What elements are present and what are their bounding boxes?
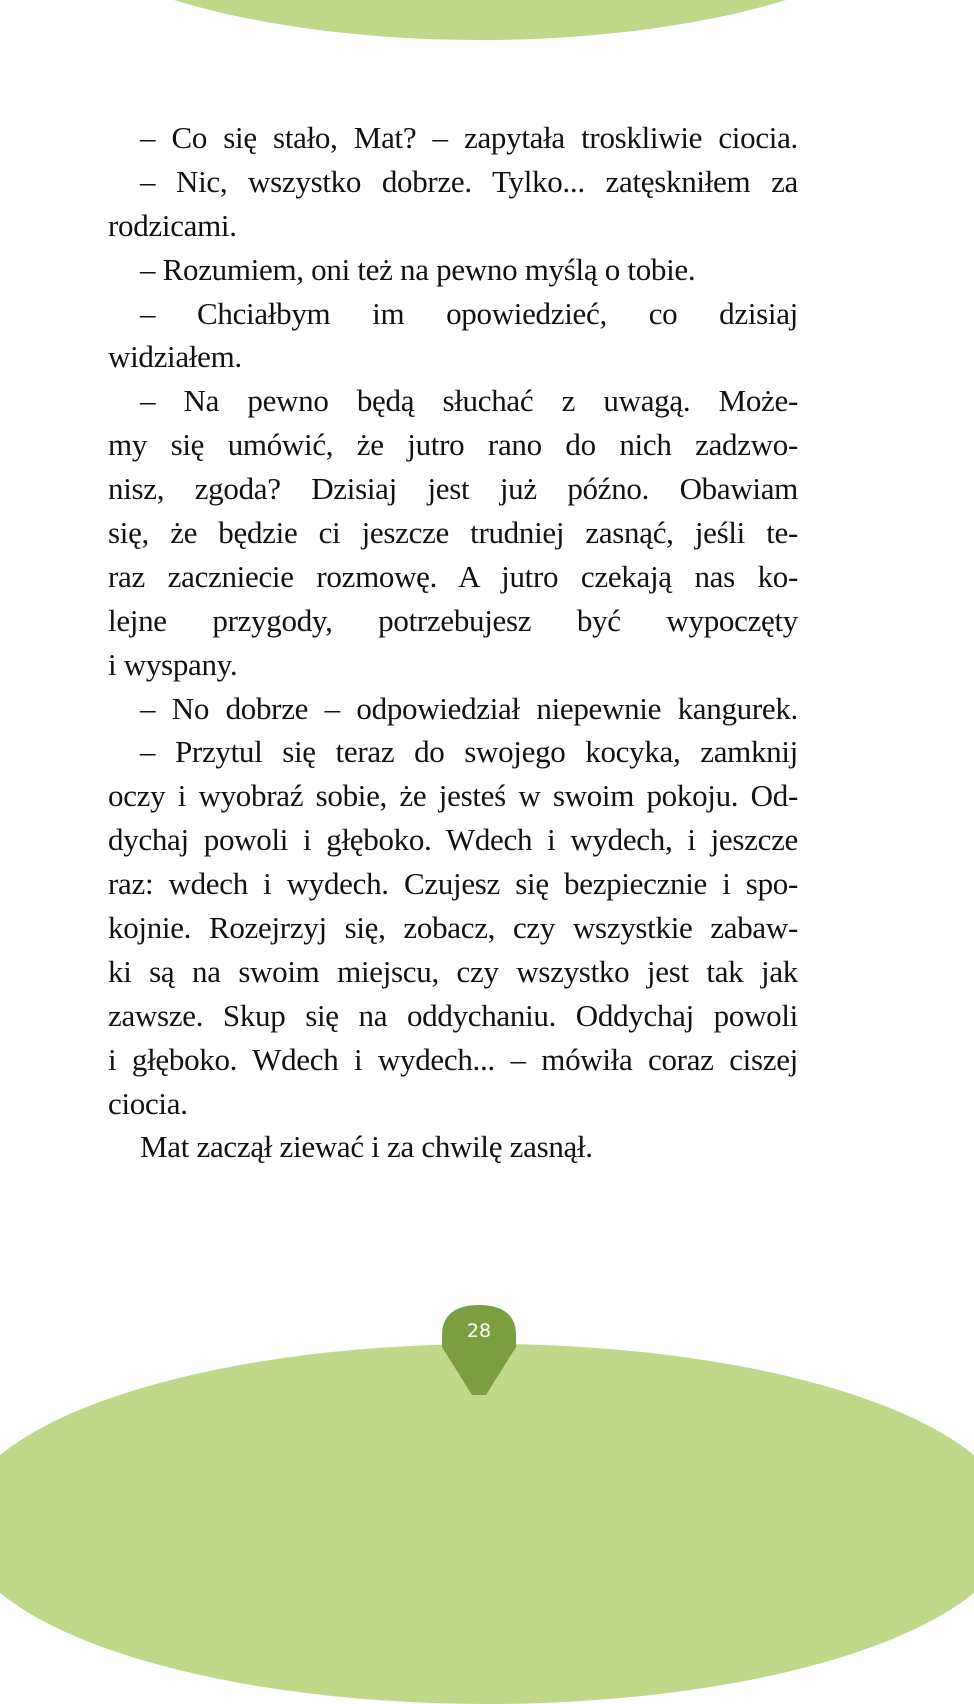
text-line: – Przytul się teraz do swojego kocyka, zamknij	[140, 734, 798, 770]
text-line: my się umówić, że jutro rano do nich zadzwo-	[108, 427, 798, 463]
text-line: nisz, zgoda? Dzisiaj jest już późno. Obawiam	[108, 471, 798, 507]
text-line: dychaj powoli i głęboko. Wdech i wydech, i jeszcze	[108, 822, 798, 858]
text-line: i wyspany.	[108, 646, 238, 682]
story-text	[108, 116, 798, 1169]
text-line: Mat zaczął ziewać i za chwilę zasnął.	[140, 1129, 593, 1165]
text-line: – No dobrze – odpowiedział niepewnie kangurek.	[140, 690, 798, 726]
bottom-decorative-arc	[0, 1344, 974, 1704]
text-line: – Nic, wszystko dobrze. Tylko... zatęskniłem za	[140, 163, 798, 199]
teardrop-shape-icon	[442, 1305, 516, 1395]
text-line: ciocia.	[108, 1085, 188, 1121]
text-line: zawsze. Skup się na oddychaniu. Oddychaj powoli	[108, 997, 798, 1033]
text-line: lejne przygody, potrzebujesz być wypoczęty	[108, 602, 798, 638]
text-line: – Na pewno będą słuchać z uwagą. Może-	[140, 383, 798, 419]
text-line: raz: wdech i wydech. Czujesz się bezpiecznie i spo-	[108, 866, 798, 902]
text-line: się, że będzie ci jeszcze trudniej zasnąć, jeśli te-	[108, 515, 798, 551]
text-line: i głęboko. Wdech i wydech... – mówiła coraz ciszej	[108, 1041, 798, 1077]
top-decorative-arc	[30, 0, 930, 40]
text-line: ki są na swoim miejscu, czy wszystko jest tak jak	[108, 953, 798, 989]
text-line: kojnie. Rozejrzyj się, zobacz, czy wszystkie zabaw-	[108, 910, 798, 946]
text-line: – Co się stało, Mat? – zapytała troskliwie ciocia.	[140, 120, 798, 155]
text-line: raz zaczniecie rozmowę. A jutro czekają nas ko-	[108, 558, 798, 594]
text-line: rodzicami.	[108, 207, 237, 243]
text-line: oczy i wyobraź sobie, że jesteś w swoim pokoju. Od-	[108, 778, 798, 814]
page-number-tab	[442, 1305, 516, 1395]
text-line: – Rozumiem, oni też na pewno myślą o tobie.	[140, 251, 696, 287]
text-line: widziałem.	[108, 339, 242, 375]
page-number: 28	[466, 1320, 492, 1342]
text-line: – Chciałbym im opowiedzieć, co dzisiaj	[140, 295, 798, 331]
